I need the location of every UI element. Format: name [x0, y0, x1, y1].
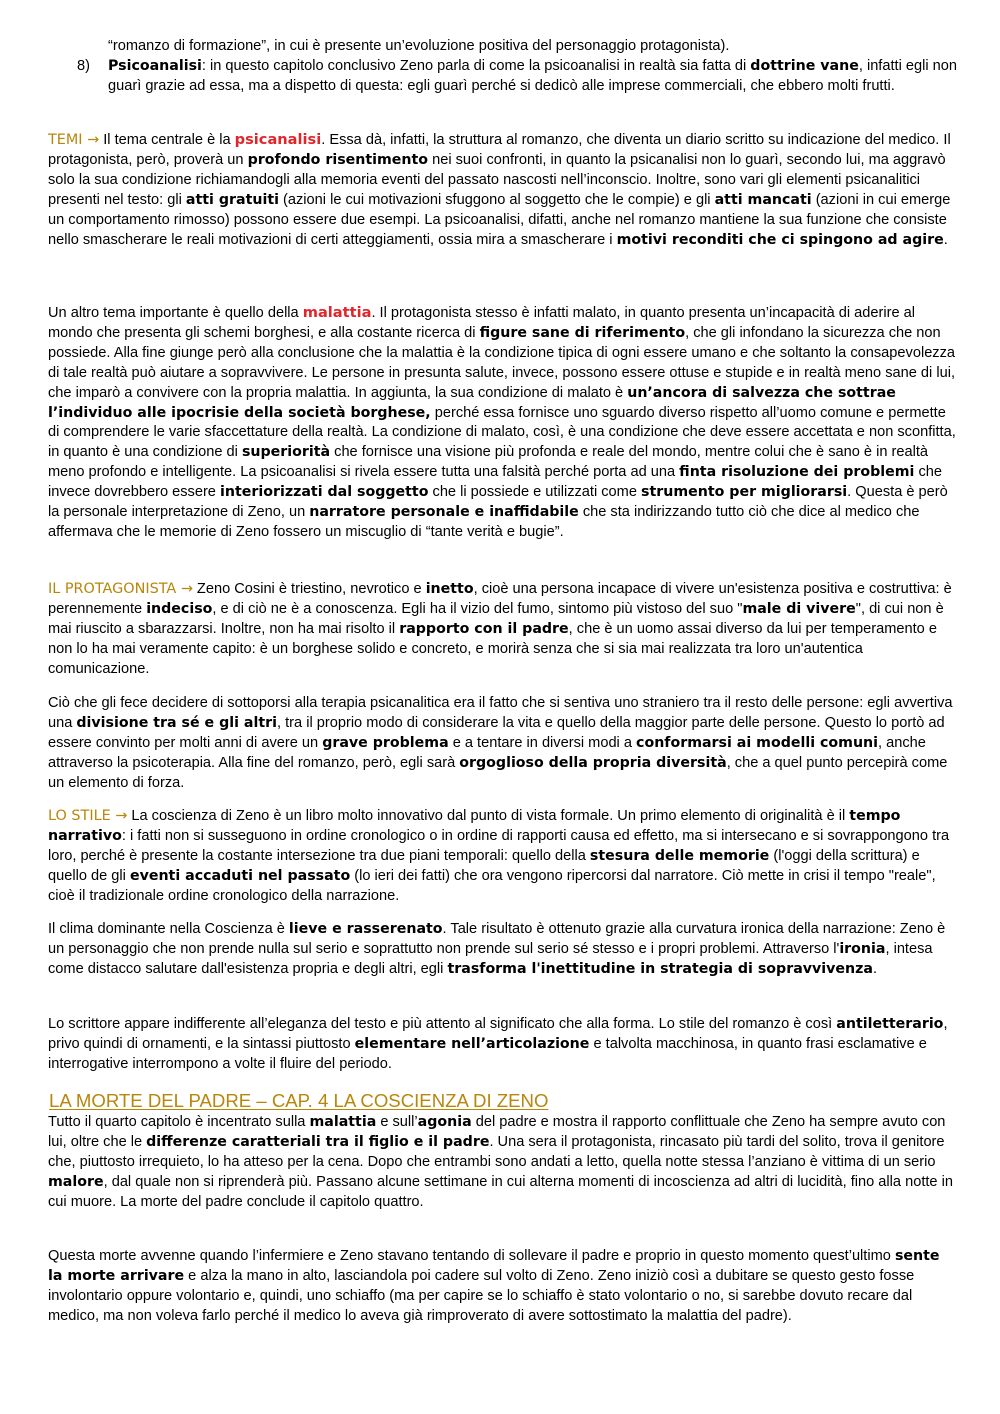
bold-term: narratore personale e inaffidabile [309, 504, 579, 521]
bold-term: finta risoluzione dei problemi [679, 464, 915, 481]
bold-term: male di vivere [742, 600, 856, 617]
paragraph-clima: Il clima dominante nella Coscienza è lieve e rasserenato. Tale risultato è ottenuto grazie alla curvatura ironica della narrazione: Zeno è un personaggio che non prende nulla sul serio e soprattutto non prende sul serio sé stesso e i propri problemi. Attraverso l'ironia, intesa come distacco salutare dall'esistenza propria e degli altri, egli trasforma l'inettitudine in strategia di sopravvivenza. [48, 921, 946, 977]
bold-term: grave problema [322, 734, 449, 751]
bold-term: sente la morte arrivare [48, 1248, 940, 1284]
highlight-term: psicanalisi [234, 131, 322, 148]
bold-term: indeciso [146, 600, 213, 617]
bold-term: motivi reconditi che ci spingono ad agire [616, 231, 944, 248]
bold-term: tempo narrativo [48, 808, 901, 844]
bold-term: rapporto con il padre [399, 620, 569, 637]
paragraph-stile: LO STILE → La coscienza di Zeno è un libro molto innovativo dal punto di vista formale. Un primo elemento di originalità è il tempo narrativo: i fatti non si susseguono in ordine cronologico o in ordine di rapporti causa ed effetto, ma si intersecano e si sovrappongono tra loro, perché è presente la costante intersezione tra due piani temporali: quello della stesura delle memorie (l'oggi della scrittura) e quello de gli eventi accaduti nel passato (lo ieri dei fatti) che ora vengono ripercorsi dal narratore. Ciò mette in crisi il tempo "reale", cioè il tradizionale ordine cronologico della narrazione. [48, 808, 950, 904]
paragraph-temi: TEMI → Il tema centrale è la psicanalisi. Essa dà, infatti, la struttura al romanzo, che diventa un diario scritto su indicazione del medico. Il protagonista, però, proverà un profondo risentimento nei suoi confronti, in quanto la psicanalisi non lo guarì, secondo lui, ma aggravò solo la sua condizione richiamandogli alla memoria eventi del passato nascosti nell’inconscio. Inoltre, sono vari gli elementi psicanalitici presenti nel testo: gli atti gratuiti (azioni le cui motivazioni sfuggono al soggetto che le compie) e gli atti mancati (azioni in cui emerge un comportamento rimosso) possono essere due esempi. La psicoanalisi, difatti, anche nel romanzo mantiene la sua funzione che consiste nello smascherare le reali motivazioni di certi atteggiamenti, ossia mira a smascherare i motivi reconditi che ci spingono ad agire. [48, 131, 951, 248]
bold-term: trasforma l'inettitudine in strategia di sopravvivenza [447, 960, 873, 977]
section-title: LA MORTE DEL PADRE – CAP. 4 LA COSCIENZA DI ZENO [49, 1090, 549, 1111]
heading-temi: TEMI → [48, 132, 100, 148]
bold-term: atti mancati [714, 191, 812, 208]
paragraph-protagonista: IL PROTAGONISTA → Zeno Cosini è triestino, nevrotico e inetto, cioè una persona incapace di vivere un'esistenza positiva e costruttiva: è perennemente indeciso, e di ciò ne è a conoscenza. Egli ha il vizio del fumo, sintomo più vistoso del suo "male di vivere", di cui non è mai riuscito a sbarazzarsi. Inoltre, non ha mai risolto il rapporto con il padre, che è un uomo assai diverso da lui per temperamento e non lo ha mai veramente capito: è un borghese solido e concreto, e morirà senza che si sia mai realizzata tra loro un'autentica comunicazione. [48, 581, 952, 677]
bold-term: stesura delle memorie [589, 847, 770, 864]
bold-term: dottrine vane [750, 58, 859, 74]
bold-term: orgoglioso della propria diversità [459, 754, 727, 771]
bold-term: differenze caratteriali tra il figlio e il padre [146, 1133, 490, 1150]
bold-term: Psicoanalisi [108, 58, 202, 74]
bold-term: inetto [425, 581, 474, 597]
bold-term: lieve e rasserenato [288, 921, 443, 937]
bold-term: interiorizzati dal soggetto [219, 484, 429, 501]
highlight-term: malattia [302, 304, 372, 321]
bold-term: figure sane di riferimento [479, 324, 686, 341]
list-item-8: 8) Psicoanalisi: in questo capitolo conclusivo Zeno parla di come la psicoanalisi in realtà sia fatta di dottrine vane, infatti egli non guarì grazie ad essa, ma a dispetto di questa: egli guarì perché si dedicò alle imprese commerciali, che ebbero molti frutti. [77, 58, 958, 94]
bold-term: agonia [417, 1114, 472, 1130]
bold-term: superiorità [241, 444, 331, 461]
bold-term: antiletterario [836, 1016, 944, 1032]
heading-stile: LO STILE → [48, 808, 128, 824]
bold-term: profondo risentimento [247, 151, 429, 168]
paragraph-morte-padre: Tutto il quarto capitolo è incentrato sulla malattia e sull’agonia del padre e mostra il rapporto conflittuale che Zeno ha sempre avuto con lui, oltre che le differenze caratteriali tra il figlio e il padre. Una sera il protagonista, rincasato più tardi del solito, trova il genitore che, piuttosto irrequieto, lo ha atteso per la cena. Dopo che entrambi sono andati a letto, quella notte stessa l’anziano è vittima di un serio malore, dal quale non si riprenderà più. Passano alcune settimane in cui alterna momenti di incoscienza ad altri di lucidità, fino alla notte in cui muore. La morte del padre conclude il capitolo quattro. [48, 1114, 953, 1210]
bold-term: malore [48, 1173, 104, 1190]
bold-term: divisione tra sé e gli altri [76, 714, 278, 731]
list-item-7-tail: “romanzo di formazione”, in cui è presente un’evoluzione positiva del personaggio protagonista). [108, 38, 730, 54]
paragraph-terapia: Ciò che gli fece decidere di sottoporsi alla terapia psicanalitica era il fatto che si sentiva uno straniero tra il resto delle persone: egli avvertiva una divisione tra sé e gli altri, tra il proprio modo di considerare la vita e quello della maggior parte delle persone. Questo lo portò ad essere convinto per molti anni di avere un grave problema e a tentare in diversi modi a conformarsi ai modelli comuni, anche attraverso la psicoterapia. Alla fine del romanzo, però, egli sarà orgoglioso della propria diversità, che a quel punto percepirà come un elemento di forza. [48, 695, 953, 791]
bold-term: elementare nell’articolazione [354, 1035, 590, 1052]
heading-protagonista: IL PROTAGONISTA → [48, 581, 193, 597]
paragraph-scrittore: Lo scrittore appare indifferente all’eleganza del testo e più attento al significato che alla forma. Lo stile del romanzo è così antiletterario, privo quindi di ornamenti, e la sintassi piuttosto elementare nell’articolazione e talvolta macchinosa, in quanto frasi esclamative e interrogative interrompono a volte il fluire del periodo. [48, 1016, 948, 1072]
list-number: 8) [77, 58, 90, 74]
bold-term: ironia [839, 940, 886, 957]
bold-term: strumento per migliorarsi [641, 484, 848, 501]
paragraph-malattia: Un altro tema importante è quello della malattia. Il protagonista stesso è infatti malato, in quanto presenta un’incapacità di aderire al mondo che presenta gli schemi borghesi, e alla costante ricerca di figure sane di riferimento, che gli infondano la sicurezza che non possiede. Alla fine giunge però alla conclusione che la malattia è la condizione tipica di ogni essere umano e che soltanto la consapevolezza di tale realtà può aiutare a sopravvivere. Le persone in presunta salute, invece, possono essere ottuse e stupide e in realtà meno sane di lui, che imparò a convivere con la propria malattia. In aggiunta, la sua condizione di malato è un’ancora di salvezza che sottrae l’individuo alle ipocrisie della società borghese, perché essa fornisce uno sguardo diverso rispetto all’uomo comune e permette di comprendere le varie sfaccettature della realtà. La condizione di malato, così, è una condizione che deve essere accettata e non sconfitta, in quanto è una condizione di superiorità che fornisce una visione più profonda e reale del mondo, mentre colui che è sano è in realtà meno profondo e intelligente. La psicoanalisi si rivela essere tutta una falsità perché porta ad una finta risoluzione dei problemi che invece dovrebbero essere interiorizzati dal soggetto che li possiede e utilizzati come strumento per migliorarsi. Questa è però la personale interpretazione di Zeno, un narratore personale e inaffidabile che sta indirizzando tutto ciò che dice al medico che affermava che le memorie di Zeno fossero un miscuglio di “tante verità e bugie”. [48, 304, 956, 540]
bold-term: eventi accaduti nel passato [129, 867, 351, 884]
bold-term: conformarsi ai modelli comuni [636, 734, 879, 751]
bold-term: un’ancora di salvezza che sottrae l’individuo alle ipocrisie della società borghese, [48, 384, 896, 421]
paragraph-schiaffo: Questa morte avvenne quando l’infermiere e Zeno stavano tentando di sollevare il padre e proprio in questo momento quest’ultimo sente la morte arrivare e alza la mano in alto, lasciandola poi cadere sul volto di Zeno. Zeno iniziò così a dubitare se questo gesto fosse involontario oppure volontario e, quindi, uno schiaffo (ma per capire se lo schiaffo è stato volontario o no, si sarebbe dovuto recare dal medico, ma non voleva farlo perché il medico lo aveva già rimproverato di avere sottostimato la malattia del padre). [48, 1248, 940, 1324]
bold-term: atti gratuiti [185, 191, 279, 208]
bold-term: malattia [309, 1114, 377, 1130]
